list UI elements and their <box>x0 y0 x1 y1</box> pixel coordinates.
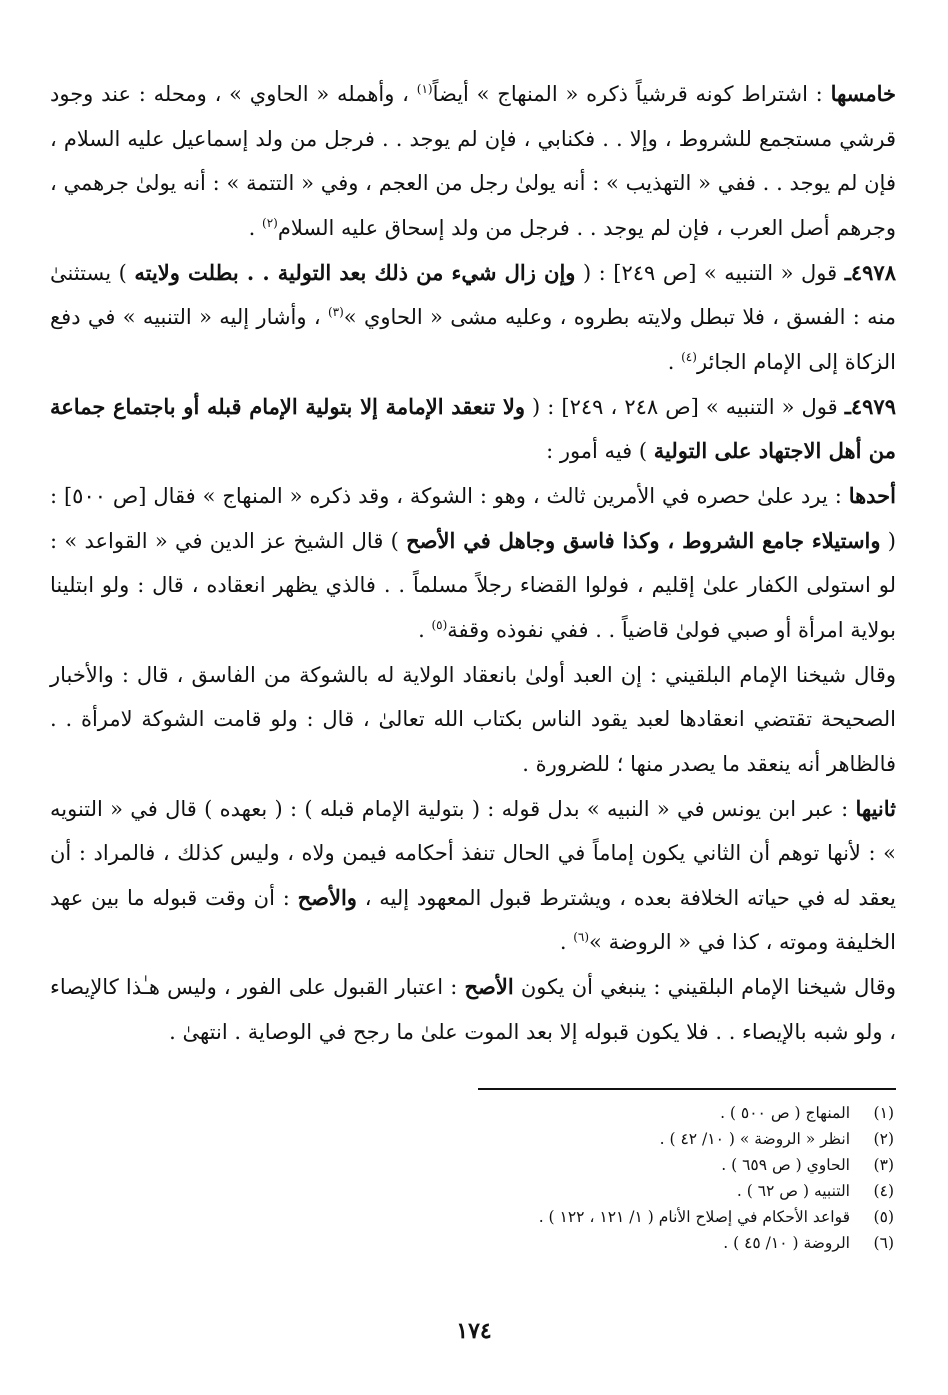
text-run: : يرد علىٰ حصره في الأمرين ثالث ، وهو : الشوكة ، وقد ذكره « المنهاج » فقال [ص ٥٠٠] : ( <box>50 484 896 553</box>
text-run: . <box>559 930 574 954</box>
text-run: قول « التنبيه » [ص ٢٤٨ ، ٢٤٩] : ( <box>524 394 845 419</box>
paragraph <box>50 72 896 250</box>
text-run: ، وأشار إليه « التنبيه » في دفع الزكاة إلى الإمام الجائر <box>50 305 896 374</box>
bold-text: أحدها <box>848 483 896 508</box>
text-run: : أن وقت قبوله ما بين عهد الخليفة وموته ، كذا في « الروضة » <box>50 885 896 954</box>
footnote-number: (٥) <box>873 1208 894 1226</box>
bold-text: والأصح <box>297 884 357 910</box>
bold-text: ٤٩٧٩ـ <box>844 393 896 419</box>
footnote-text: التنبيه ( ص ٦٢ ) . <box>736 1182 850 1200</box>
bold-text: ٤٩٧٨ـ <box>844 259 896 285</box>
paragraph <box>50 653 896 787</box>
footnote-ref: (٥) <box>431 617 448 632</box>
text-run: ، وأهمله « الحاوي » ، ومحله : عند وجود قرشي مستجمع للشروط ، وإلا . . فكنابي ، فإن لم يوجد . . فرجل من ولد إسماعيل عليه السلام ، فإن لم يوجد . . ففي « التهذيب » : أنه يولىٰ رجل من العجم ، وفي « التتمة » : أنه يولىٰ جرهمي ، وجرهم أصل العرب ، فإن لم يوجد . . فرجل من ولد إسحاق عليه السلام <box>50 82 896 240</box>
footnote-number: (٤) <box>873 1182 894 1200</box>
footnote-text: الحاوي ( ص ٦٥٩ ) . <box>721 1156 850 1174</box>
paragraph <box>50 251 896 385</box>
footnote <box>300 1204 894 1230</box>
footnote-ref: (٤) <box>681 349 697 364</box>
footnote-text: الروضة ( ١٠/ ٤٥ ) . <box>723 1234 850 1252</box>
footnote-text: المنهاج ( ص ٥٠٠ ) . <box>720 1104 850 1122</box>
page-number: ١٧٤ <box>456 1318 492 1344</box>
text-run: أن يعقد له في حياته الخلافة بعده ، ويشترط قبول المعهود إليه ، <box>50 841 896 910</box>
footnote-divider <box>478 1088 896 1090</box>
footnote-number: (٦) <box>873 1234 894 1252</box>
bold-text: خامسها <box>830 81 897 106</box>
text-run: وقال شيخنا الإمام البلقيني : إن العبد أولىٰ بانعقاد الولاية له بالشوكة من الفاسق ، قال : والأخبار الصحيحة تقتضي انعقادها لعبد يقود الناس بكتاب الله تعالىٰ ، قال : ولو قامت الشوكة لامرأة . . فالظاهر أنه ينعقد ما يصدر منها ؛ للضرورة . <box>50 662 896 776</box>
text-run: وقال شيخنا الإمام البلقيني : ينبغي أن يكون <box>513 975 896 999</box>
text-run: ) قال الشيخ عز الدين في « القواعد » : لو استولى الكفار علىٰ إقليم ، فولوا القضاء رجلاً مسلماً . . فالذي يظهر انعقاده ، قال : ولو ابتلينا بولاية امرأة أو صبي فولىٰ قاضياً . . ففي نفوذه وقفة <box>50 528 896 642</box>
footnote-text: انظر « الروضة » ( ١٠/ ٤٢ ) . <box>659 1130 850 1148</box>
paragraph <box>50 965 896 1054</box>
paragraph <box>50 474 896 652</box>
footnote-ref: (٢) <box>262 215 278 230</box>
main-text <box>50 72 896 1055</box>
text-run: : اشتراط كونه قرشياً ذكره « المنهاج » أيضاً <box>432 82 831 106</box>
footnote-number: (٣) <box>873 1156 894 1174</box>
footnote-ref: (٦) <box>573 930 590 944</box>
bold-text: ولا تنعقد الإمامة إلا بتولية الإمام قبله أو باجتماع جماعة من أهل الاجتهاد على التولية <box>50 393 896 463</box>
bold-text: وإن زال شيء من ذلك بعد التولية . . بطلت ولايته <box>134 259 576 285</box>
bold-text: واستيلاء جامع الشروط ، وكذا فاسق وجاهل في الأصح <box>406 527 881 553</box>
footnote <box>300 1126 894 1152</box>
paragraph <box>50 385 896 474</box>
footnote-ref: (٣) <box>327 305 344 319</box>
paragraph <box>50 787 896 965</box>
footnote <box>300 1152 894 1178</box>
text-run: ) يستثنىٰ منه : الفسق ، فلا تبطل ولايته بطروه ، وعليه مشى « الحاوي » <box>50 260 897 329</box>
footnotes <box>300 1100 894 1256</box>
footnote <box>300 1230 894 1256</box>
footnote-text: قواعد الأحكام في إصلاح الأنام ( ١/ ١٢١ ، ١٢٢ ) . <box>538 1208 850 1226</box>
text-run: قول « التنبيه » [ص ٢٤٩] : ( <box>575 260 845 285</box>
text-run: : عبر ابن يونس في « النبيه » بدل قوله : ( بتولية الإمام قبله ) : ( بعهده ) قال في « التنويه » : لأنها توهم أن الثاني يكون إماماً في الحال تنفذ أحكامه فيمن ولاه ، وليس كذلك ، فالمراد : <box>50 796 896 865</box>
text-run: . <box>418 617 432 642</box>
footnote-ref: (١) <box>416 82 433 96</box>
footnote-number: (٢) <box>873 1130 894 1148</box>
text-run: : اعتبار القبول على الفور ، وليس هـٰذا كالإيصاء ، ولو شبه بالإيصاء . . فلا يكون قبوله إلا بعد الموت علىٰ ما رجح في الوصاية . انتهىٰ . <box>50 975 896 1044</box>
text-run: ) فيه أمور : <box>546 439 654 463</box>
footnote <box>300 1178 894 1204</box>
footnote-number: (١) <box>873 1104 894 1122</box>
footnote <box>300 1100 894 1126</box>
bold-text: الأصح <box>464 974 514 999</box>
bold-text: ثانيها <box>855 795 896 821</box>
text-run: . <box>248 215 263 240</box>
text-run: . <box>667 349 682 374</box>
